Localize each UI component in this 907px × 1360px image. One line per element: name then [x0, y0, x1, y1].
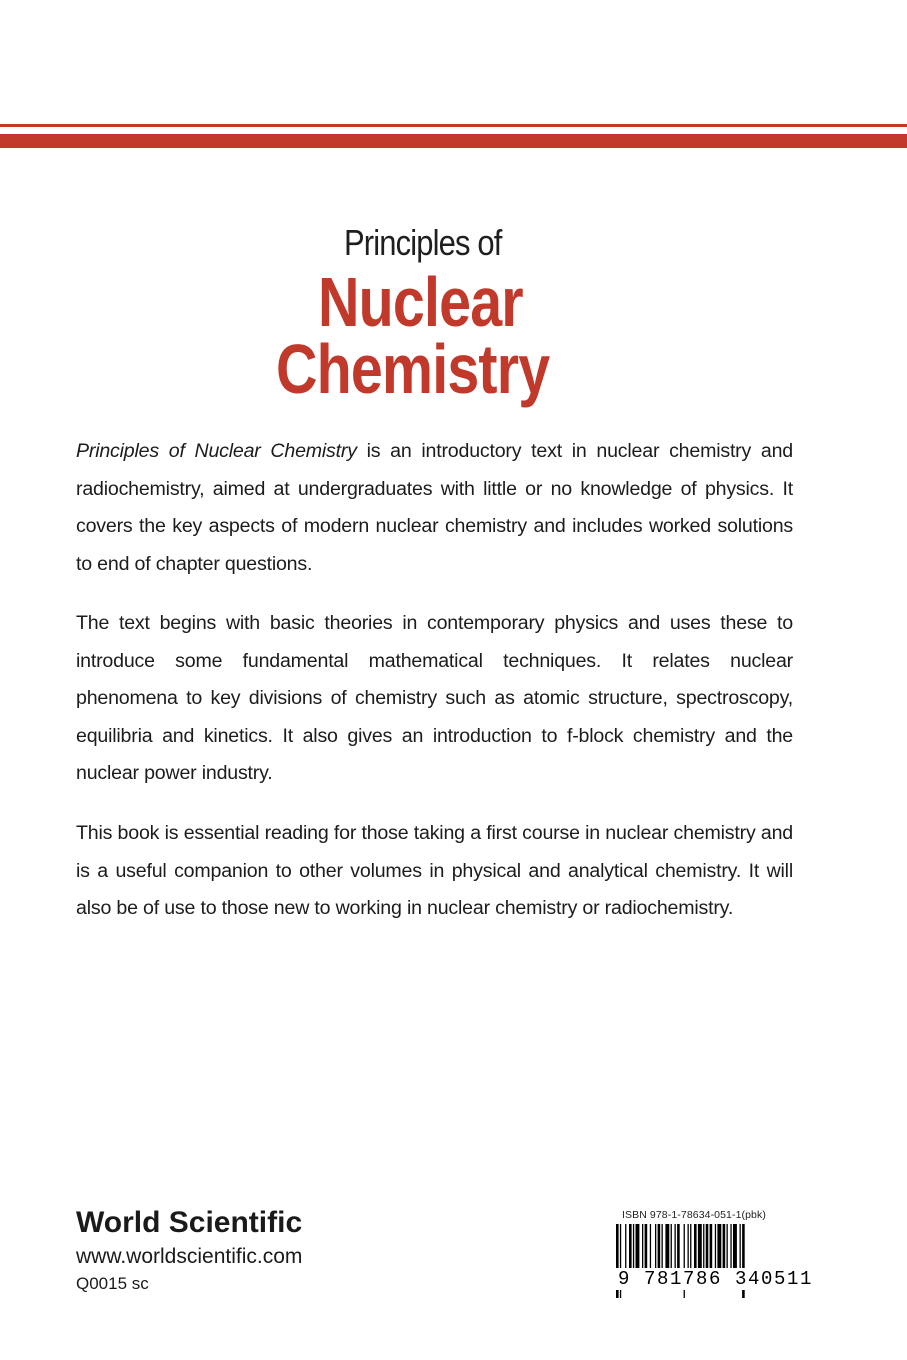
isbn-label: ISBN 978-1-78634-051-1(pbk) — [622, 1209, 766, 1221]
product-code: Q0015 sc — [76, 1274, 149, 1293]
title-line-1: Nuclear — [318, 263, 523, 341]
blurb-paragraph-1-text: is an introductory text in nuclear chemistry and radiochemistry, aimed at undergraduates with little or no knowledge of physics. It covers the key aspects of modern nuclear chemistry and includes worked solutions to end of chapter questions. — [76, 440, 794, 575]
top-thick-rule — [0, 134, 907, 148]
title-subtitle: Principles of — [344, 222, 502, 263]
publisher-url: www.worldscientific.com — [76, 1245, 303, 1268]
publisher-name: World Scientific — [76, 1206, 303, 1239]
blurb-paragraph-1 — [76, 433, 793, 583]
blurb-paragraph-3: This book is essential reading for those taking a first course in nuclear chemistry and is a useful companion to other volumes in physical and analytical chemistry. It will also be of use to those new to working in nuclear chemistry or radiochemistry. — [76, 822, 793, 919]
title-line-2: Chemistry — [276, 330, 550, 408]
blurb-paragraph-2: The text begins with basic theories in contemporary physics and uses these to introduce some fundamental mathematical techniques. It relates nuclear phenomena to key divisions of chemistry such as atomic structure, spectroscopy, equilibria and kinetics. It also gives an introduction to f-block chemistry and the nuclear power industry. — [76, 612, 793, 784]
barcode-digits: 9 781786 340511 — [618, 1268, 814, 1290]
top-thin-rule — [0, 124, 907, 127]
blurb-book-title: Principles of Nuclear Chemistry — [76, 440, 357, 462]
publisher-block — [76, 1206, 302, 1296]
